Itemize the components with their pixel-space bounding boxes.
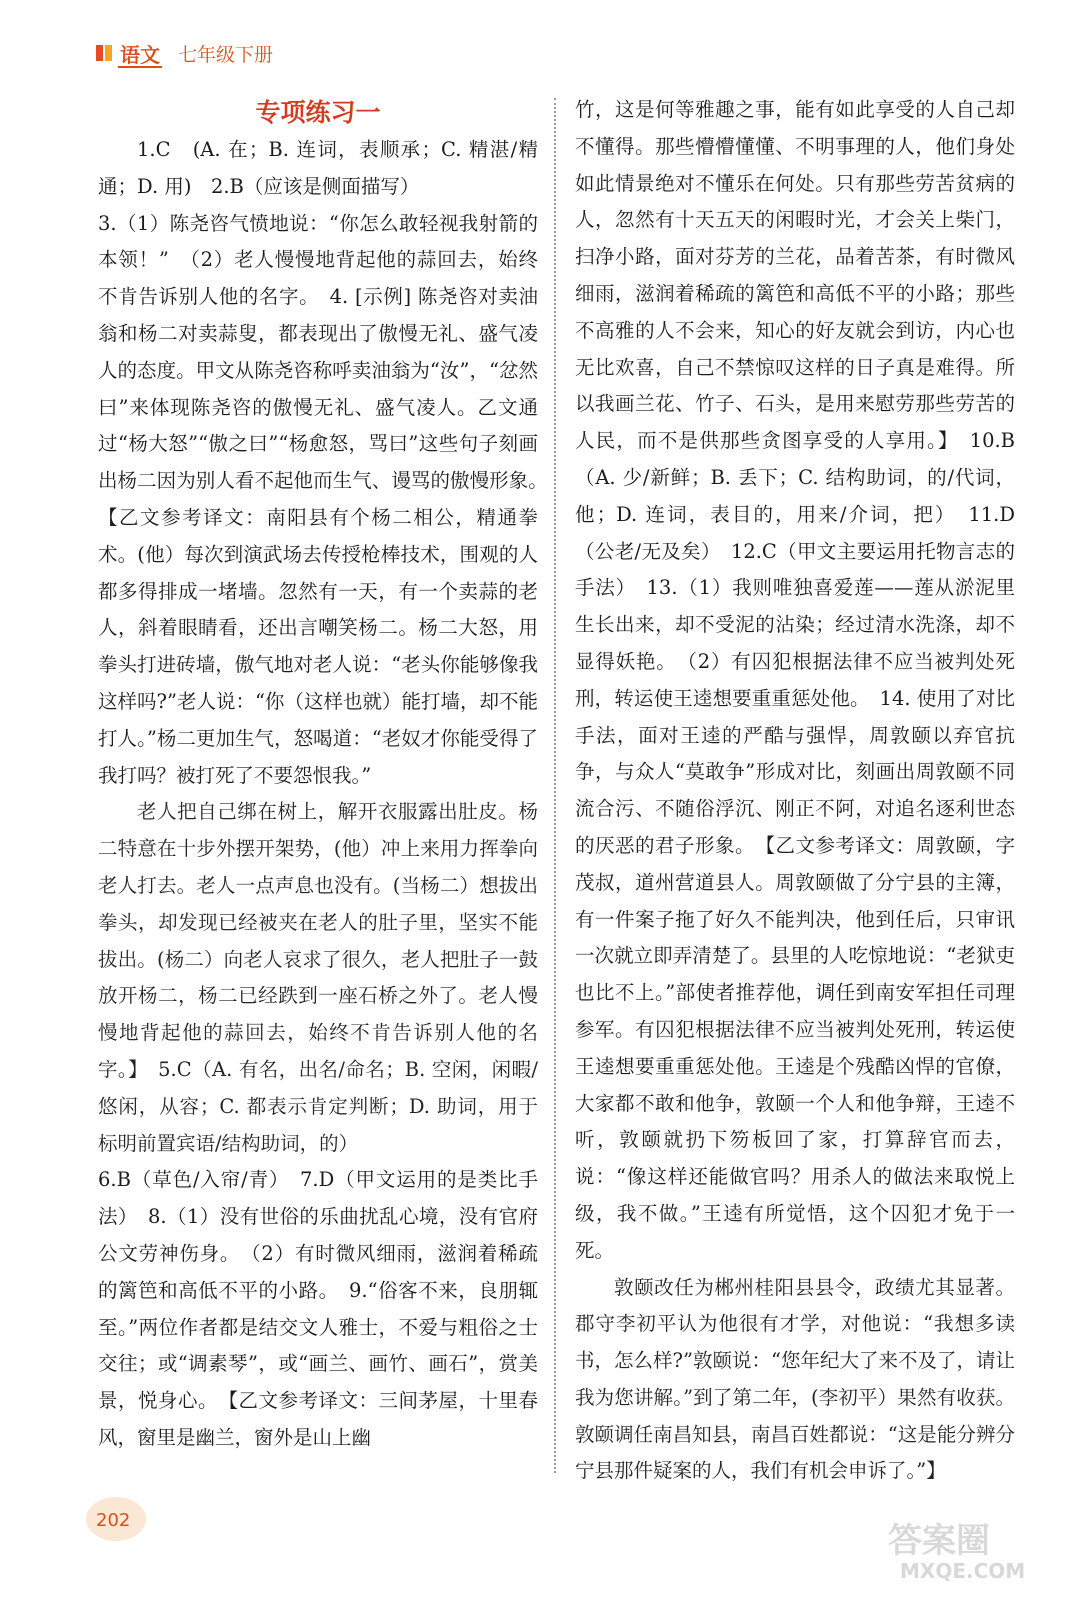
translation-paragraph: 敦颐改任为郴州桂阳县县令，政绩尤其显著。郡守李初平认为他很有才学，对他说：“我想多读书，怎么样?”敦颐说：“您年纪大了来不及了，请让我为您讲解。”到了第二年，(李初平）果然有收获。敦颐调任南昌知县，南昌百姓都说：“这是能分辨分宁县那件疑案的人，我们有机会申诉了。”】 [575,1275,1015,1483]
book-logo-icon [96,43,114,63]
section-title: 专项练习一 [255,98,381,127]
answer-paragraph: 1.C (A. 在；B. 连词，表顺承；C. 精湛/精通；D. 用) 2.B（应该是侧面描写） [98,138,538,198]
subject-label: 语文 [120,42,160,67]
translation-paragraph: 老人把自己绑在树上，解开衣服露出肚皮。杨二特意在十步外摆开架势，(他）冲上来用力挥拳向老人打去。老人一点声息也没有。(当杨二）想拔出拳头，却发现已经被夹在老人的肚子里，坚实不能拔出。(杨二）向老人哀求了很久，老人把肚子一鼓放开杨二，杨二已经跌到一座石桥之外了。老人慢慢地背起他的蒜回去，始终不肯告诉别人他的名字。】 5.C（A. 有名，出名/命名；B. 空闲，闲暇/悠闲，从容；C. 都表示肯定判断；D. 助词，用于标明前置宾语/结构助词，的） [98,800,538,1155]
grade-label: 七年级下册 [178,43,274,66]
answer-paragraph: 3.（1）陈尧咨气愤地说：“你怎么敢轻视我射箭的本领！” （2）老人慢慢地背起他的蒜回去，始终不肯告诉别人他的名字。 4. [示例] 陈尧咨对卖油翁和杨二对卖蒜叟，都表现出了傲慢无礼、盛气凌人的态度。甲文从陈尧咨称呼卖油翁为“汝”，“忿然曰”来体现陈尧咨的傲慢无礼、盛气凌人。乙文通过“杨大怒”“傲之曰”“杨愈怒，骂曰”这些句子刻画出杨二因为别人看不起他而生气、谩骂的傲慢形象。 【乙文参考译文：南阳县有个杨二相公，精通拳术。(他）每次到演武场去传授枪棒技术，围观的人都多得排成一堵墙。忽然有一天，有一个卖蒜的老人，斜着眼睛看，还出言嘲笑杨二。杨二大怒，用拳头打进砖墙，傲气地对老人说：“老头你能够像我这样吗?”老人说：“你（这样也就）能打墙，却不能打人。”杨二更加生气，怒喝道：“老奴才你能受得了我打吗？被打死了不要怨恨我。” [98,211,558,787]
page-number: 202 [96,1510,131,1531]
watermark-text: 答案圈 [888,1521,990,1561]
column-divider [554,98,556,1473]
page-header [96,40,273,66]
left-column [98,92,558,1457]
right-column [575,92,1015,1490]
answer-paragraph: 竹，这是何等雅趣之事，能有如此享受的人自己却不懂得。那些懵懵懂懂、不明事理的人，他们身处如此情景绝对不懂乐在何处。只有那些劳苦贫病的人，忽然有十天五天的闲暇时光，才会关上柴门，扫净小路，面对芬芳的兰花，品着苦茶，有时微风细雨，滋润着稀疏的篱笆和高低不平的小路；那些不高雅的人不会来，知心的好友就会到访，内心也无比欢喜，自己不禁惊叹这样的日子真是难得。所以我画兰花、竹子、石头，是用来慰劳那些劳苦的人民，而不是供那些贪图享受的人享用。】 10.B（A. 少/新鲜；B. 丢下；C. 结构助词，的/代词，他；D. 连词，表目的，用来/介词，把） 11.D（公老/无及矣） 12.C（甲文主要运用托物言志的手法） 13.（1）我则唯独喜爱莲——莲从淤泥里生长出来，却不受泥的沾染；经过清水洗涤，却不显得妖艳。 （2）有囚犯根据法律不应当被判处死刑，转运使王逵想要重重惩处他。 14. 使用了对比手法，面对王逵的严酷与强悍，周敦颐以弃官抗争，与众人“莫敢争”形成对比，刻画出周敦颐不同流合污、不随俗浮沉、刚正不阿，对追名逐利世态的厌恶的君子形象。 【乙文参考译文：周敦颐，字茂叔，道州营道县人。周敦颐做了分宁县的主簿，有一件案子拖了好久不能判决，他到任后，只审讯一次就立即弄清楚了。县里的人吃惊地说：“老狱吏也比不上。”部使者推荐他，调任到南安军担任司理参军。有囚犯根据法律不应当被判处死刑，转运使王逵想要重重惩处他。王逵是个残酷凶悍的官僚，大家都不敢和他争，敦颐一个人和他争辩，王逵不听，敦颐就扔下笏板回了家，打算辞官而去，说：“像这样还能做官吗？用杀人的做法来取悦上级，我不做。”王逵有所觉悟，这个囚犯才免于一死。 [575,98,1015,1262]
answer-paragraph: 6.B（草色/入帘/青） 7.D（甲文运用的是类比手法） 8.（1）没有世俗的乐曲扰乱心境，没有官府公文劳神伤身。 （2）有时微风细雨，滋润着稀疏的篱笆和高低不平的小路。 9.“俗客不来，良朋辄至。”两位作者都是结交文人雅士，不爱与粗俗之士交往；或“调素琴”，或“画兰、画竹、画石”，赏美景，悦身心。 【乙文参考译文：三间茅屋，十里春风，窗里是幽兰，窗外是山上幽 [98,1168,538,1449]
header-underline [118,66,162,68]
watermark-url: MXQE.COM [900,1559,1026,1583]
watermark-logo [880,1512,1060,1584]
